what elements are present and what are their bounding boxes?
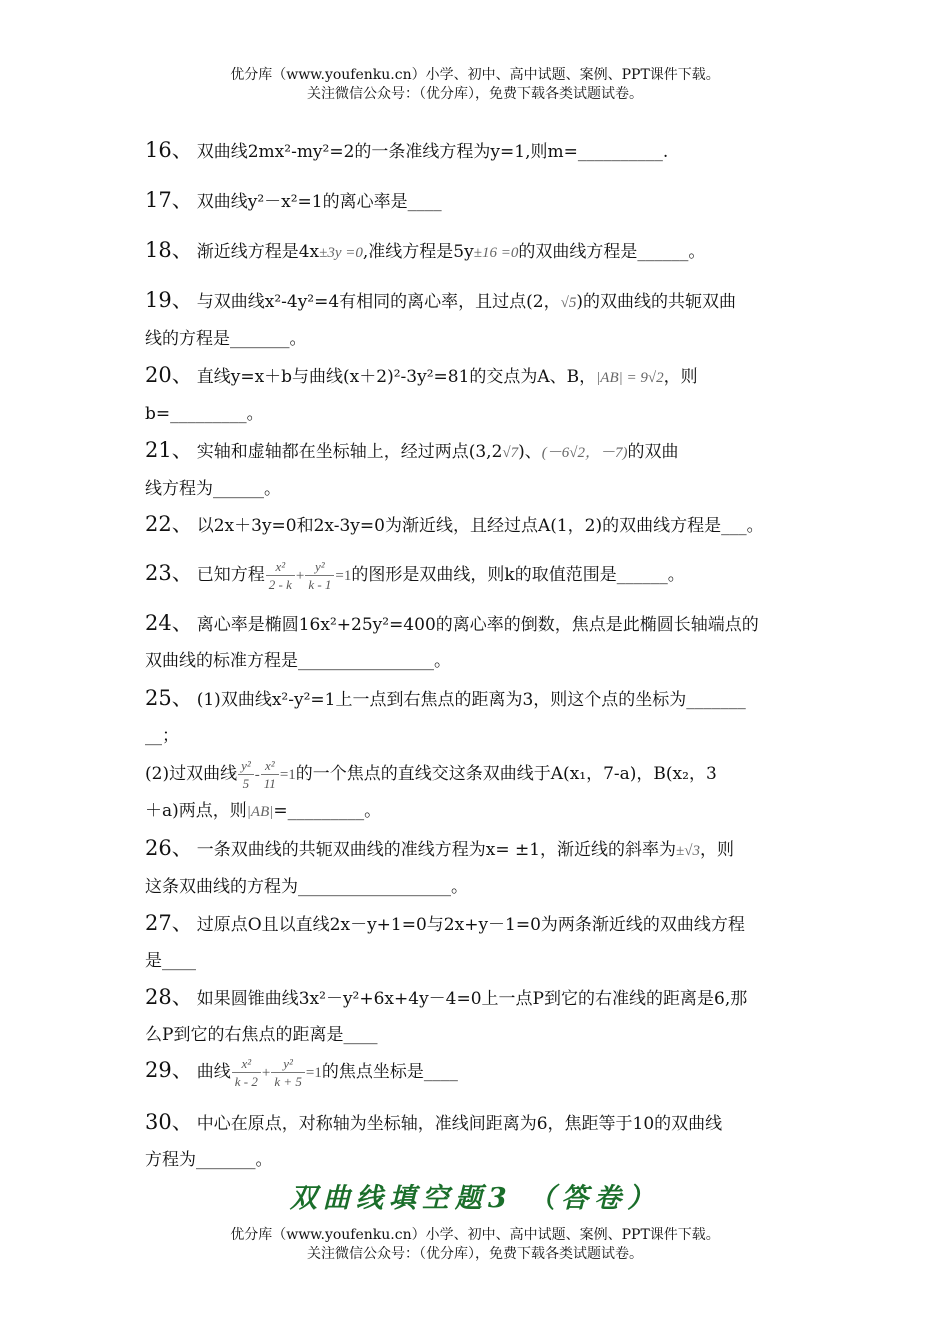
- question-text: b=_________。: [145, 404, 264, 424]
- math-operator: +: [295, 568, 305, 584]
- question-text: 以2x＋3y=0和2x-3y=0为渐近线，且经过点A(1，2)的双曲线方程是___。: [196, 516, 764, 536]
- question-number: 23、: [145, 561, 193, 585]
- fraction: [232, 1055, 261, 1090]
- question-text: ，则: [663, 367, 698, 387]
- math-expression: √7: [502, 445, 519, 461]
- question-number: 20、: [145, 363, 193, 387]
- question-16: [145, 132, 815, 170]
- math-operator: -: [254, 767, 260, 783]
- question-text: (2)过双曲线: [145, 764, 238, 784]
- question-text: 渐近线方程是4x: [196, 242, 320, 262]
- question-20: [145, 357, 815, 432]
- question-text: 实轴和虚轴都在坐标轴上，经过两点(3,2: [196, 442, 503, 462]
- question-text: 这条双曲线的方程为__________________。: [145, 877, 468, 897]
- question-24: [145, 605, 815, 679]
- fraction: [238, 757, 254, 792]
- question-text: 直线y=x＋b与曲线(x＋2)²-3y²=81的交点为A、B，: [196, 367, 597, 387]
- question-number: 22、: [145, 512, 193, 536]
- fraction-denominator: 2 - k: [268, 577, 292, 592]
- question-number: 29、: [145, 1058, 193, 1082]
- question-text: 么P到它的右焦点的距离是____: [145, 1025, 378, 1045]
- fraction-numerator: y²: [271, 1055, 305, 1073]
- fraction-denominator: 11: [263, 776, 276, 791]
- question-number: 25、: [145, 686, 193, 710]
- question-text: ，则: [700, 840, 734, 860]
- question-text: 线方程为______。: [145, 479, 281, 499]
- question-text: 一条双曲线的共轭双曲线的准线方程为x= ±1，渐近线的斜率为: [196, 840, 677, 860]
- question-number: 19、: [145, 288, 193, 312]
- question-text: ＋a)两点，则: [145, 801, 247, 821]
- question-28: [145, 979, 815, 1053]
- question-text: 曲线: [196, 1062, 231, 1082]
- math-expression: ±√3: [676, 843, 700, 859]
- question-text: 与双曲线x²-4y²=4有相同的离心率，且过点(2，: [196, 292, 561, 312]
- fraction-numerator: x²: [232, 1055, 261, 1073]
- math-operator: =1: [335, 568, 352, 584]
- question-text: 的双曲线方程是______。: [518, 242, 706, 262]
- question-text: ,准线方程是5y: [362, 242, 474, 262]
- question-text: 是____: [145, 951, 196, 971]
- question-18: [145, 232, 815, 271]
- question-25: [145, 680, 815, 830]
- question-29: [145, 1052, 815, 1091]
- fraction-numerator: x²: [266, 558, 295, 576]
- question-number: 18、: [145, 238, 193, 262]
- question-22: [145, 506, 815, 544]
- math-expression: (－6√2，－7): [541, 445, 628, 461]
- question-27: [145, 905, 815, 979]
- question-number: 21、: [145, 438, 193, 462]
- math-expression: |AB| = 9√2: [596, 370, 664, 386]
- fraction-denominator: k - 1: [308, 577, 332, 592]
- fraction-denominator: 5: [242, 776, 250, 791]
- fraction: [261, 757, 279, 792]
- header-line-2: 关注微信公众号：（优分库），免费下载各类试题试卷。: [307, 1246, 643, 1262]
- question-text: (1)双曲线x²-y²=1上一点到右焦点的距离为3，则这个点的坐标为_______: [196, 690, 746, 710]
- question-text: =_________。: [273, 801, 382, 821]
- question-number: 24、: [145, 611, 193, 635]
- math-operator: =1: [305, 1065, 322, 1081]
- math-expression: ±3y =0: [319, 245, 363, 261]
- math-operator: =1: [279, 767, 296, 783]
- fraction: [305, 558, 334, 593]
- header-line-1: 优分库（www.youfenku.cn）小学、初中、高中试题、案例、PPT课件下载。: [230, 1227, 720, 1243]
- question-19: [145, 282, 815, 357]
- question-26: [145, 830, 815, 905]
- fraction-denominator: k + 5: [274, 1074, 302, 1089]
- math-expression: |AB|: [246, 804, 274, 820]
- question-text: 的焦点坐标是____: [321, 1062, 458, 1082]
- question-text: 离心率是椭圆16x²+25y²=400的离心率的倒数，焦点是此椭圆长轴端点的: [196, 615, 759, 635]
- fraction-numerator: x²: [261, 757, 279, 775]
- page-header: [0, 66, 950, 104]
- header-line-1: 优分库（www.youfenku.cn）小学、初中、高中试题、案例、PPT课件下载。: [230, 67, 720, 83]
- header-line-2: 关注微信公众号：（优分库），免费下载各类试题试卷。: [307, 86, 643, 102]
- question-number: 26、: [145, 836, 193, 860]
- question-text: __；: [145, 726, 179, 746]
- question-text: 方程为_______。: [145, 1150, 273, 1170]
- question-number: 28、: [145, 985, 193, 1009]
- question-text: )的双曲线的共轭双曲: [576, 292, 736, 312]
- question-30: [145, 1104, 815, 1178]
- question-number: 30、: [145, 1110, 193, 1134]
- fraction: [271, 1055, 305, 1090]
- math-operator: +: [261, 1065, 271, 1081]
- question-21: [145, 432, 815, 507]
- question-number: 27、: [145, 911, 193, 935]
- question-17: [145, 182, 815, 220]
- question-number: 17、: [145, 188, 193, 212]
- question-text: 如果圆锥曲线3x²－y²+6x+4y－4=0上一点P到它的右准线的距离是6,那: [196, 989, 748, 1009]
- question-text: )、: [518, 442, 542, 462]
- question-text: 双曲线的标准方程是________________。: [145, 651, 451, 671]
- math-expression: √5: [560, 295, 577, 311]
- fraction: [266, 558, 295, 593]
- section-title: 双曲线填空题3 （答卷）: [289, 1183, 661, 1214]
- fraction-numerator: y²: [238, 757, 254, 775]
- fraction-denominator: k - 2: [234, 1074, 258, 1089]
- question-text: 双曲线2mx²-my²=2的一条准线方程为y=1,则m=__________.: [196, 142, 669, 162]
- question-text: 的图形是双曲线，则k的取值范围是______。: [351, 565, 685, 585]
- page-footer-header: [0, 1226, 950, 1264]
- question-text: 过原点O且以直线2x－y+1=0与2x+y－1=0为两条渐近线的双曲线方程: [196, 915, 745, 935]
- question-text: 中心在原点，对称轴为坐标轴，准线间距离为6，焦距等于10的双曲线: [196, 1114, 723, 1134]
- question-text: 线的方程是_______。: [145, 329, 307, 349]
- question-text: 双曲线y²－x²=1的离心率是____: [196, 192, 442, 212]
- fraction-numerator: y²: [305, 558, 334, 576]
- question-text: 已知方程: [196, 565, 265, 585]
- question-number: 16、: [145, 138, 193, 162]
- math-expression: ±16 =0: [473, 245, 519, 261]
- question-text: 的一个焦点的直线交这条双曲线于A(x₁，7-a)，B(x₂，3: [295, 764, 717, 784]
- question-text: 的双曲: [627, 442, 679, 462]
- question-23: [145, 555, 815, 594]
